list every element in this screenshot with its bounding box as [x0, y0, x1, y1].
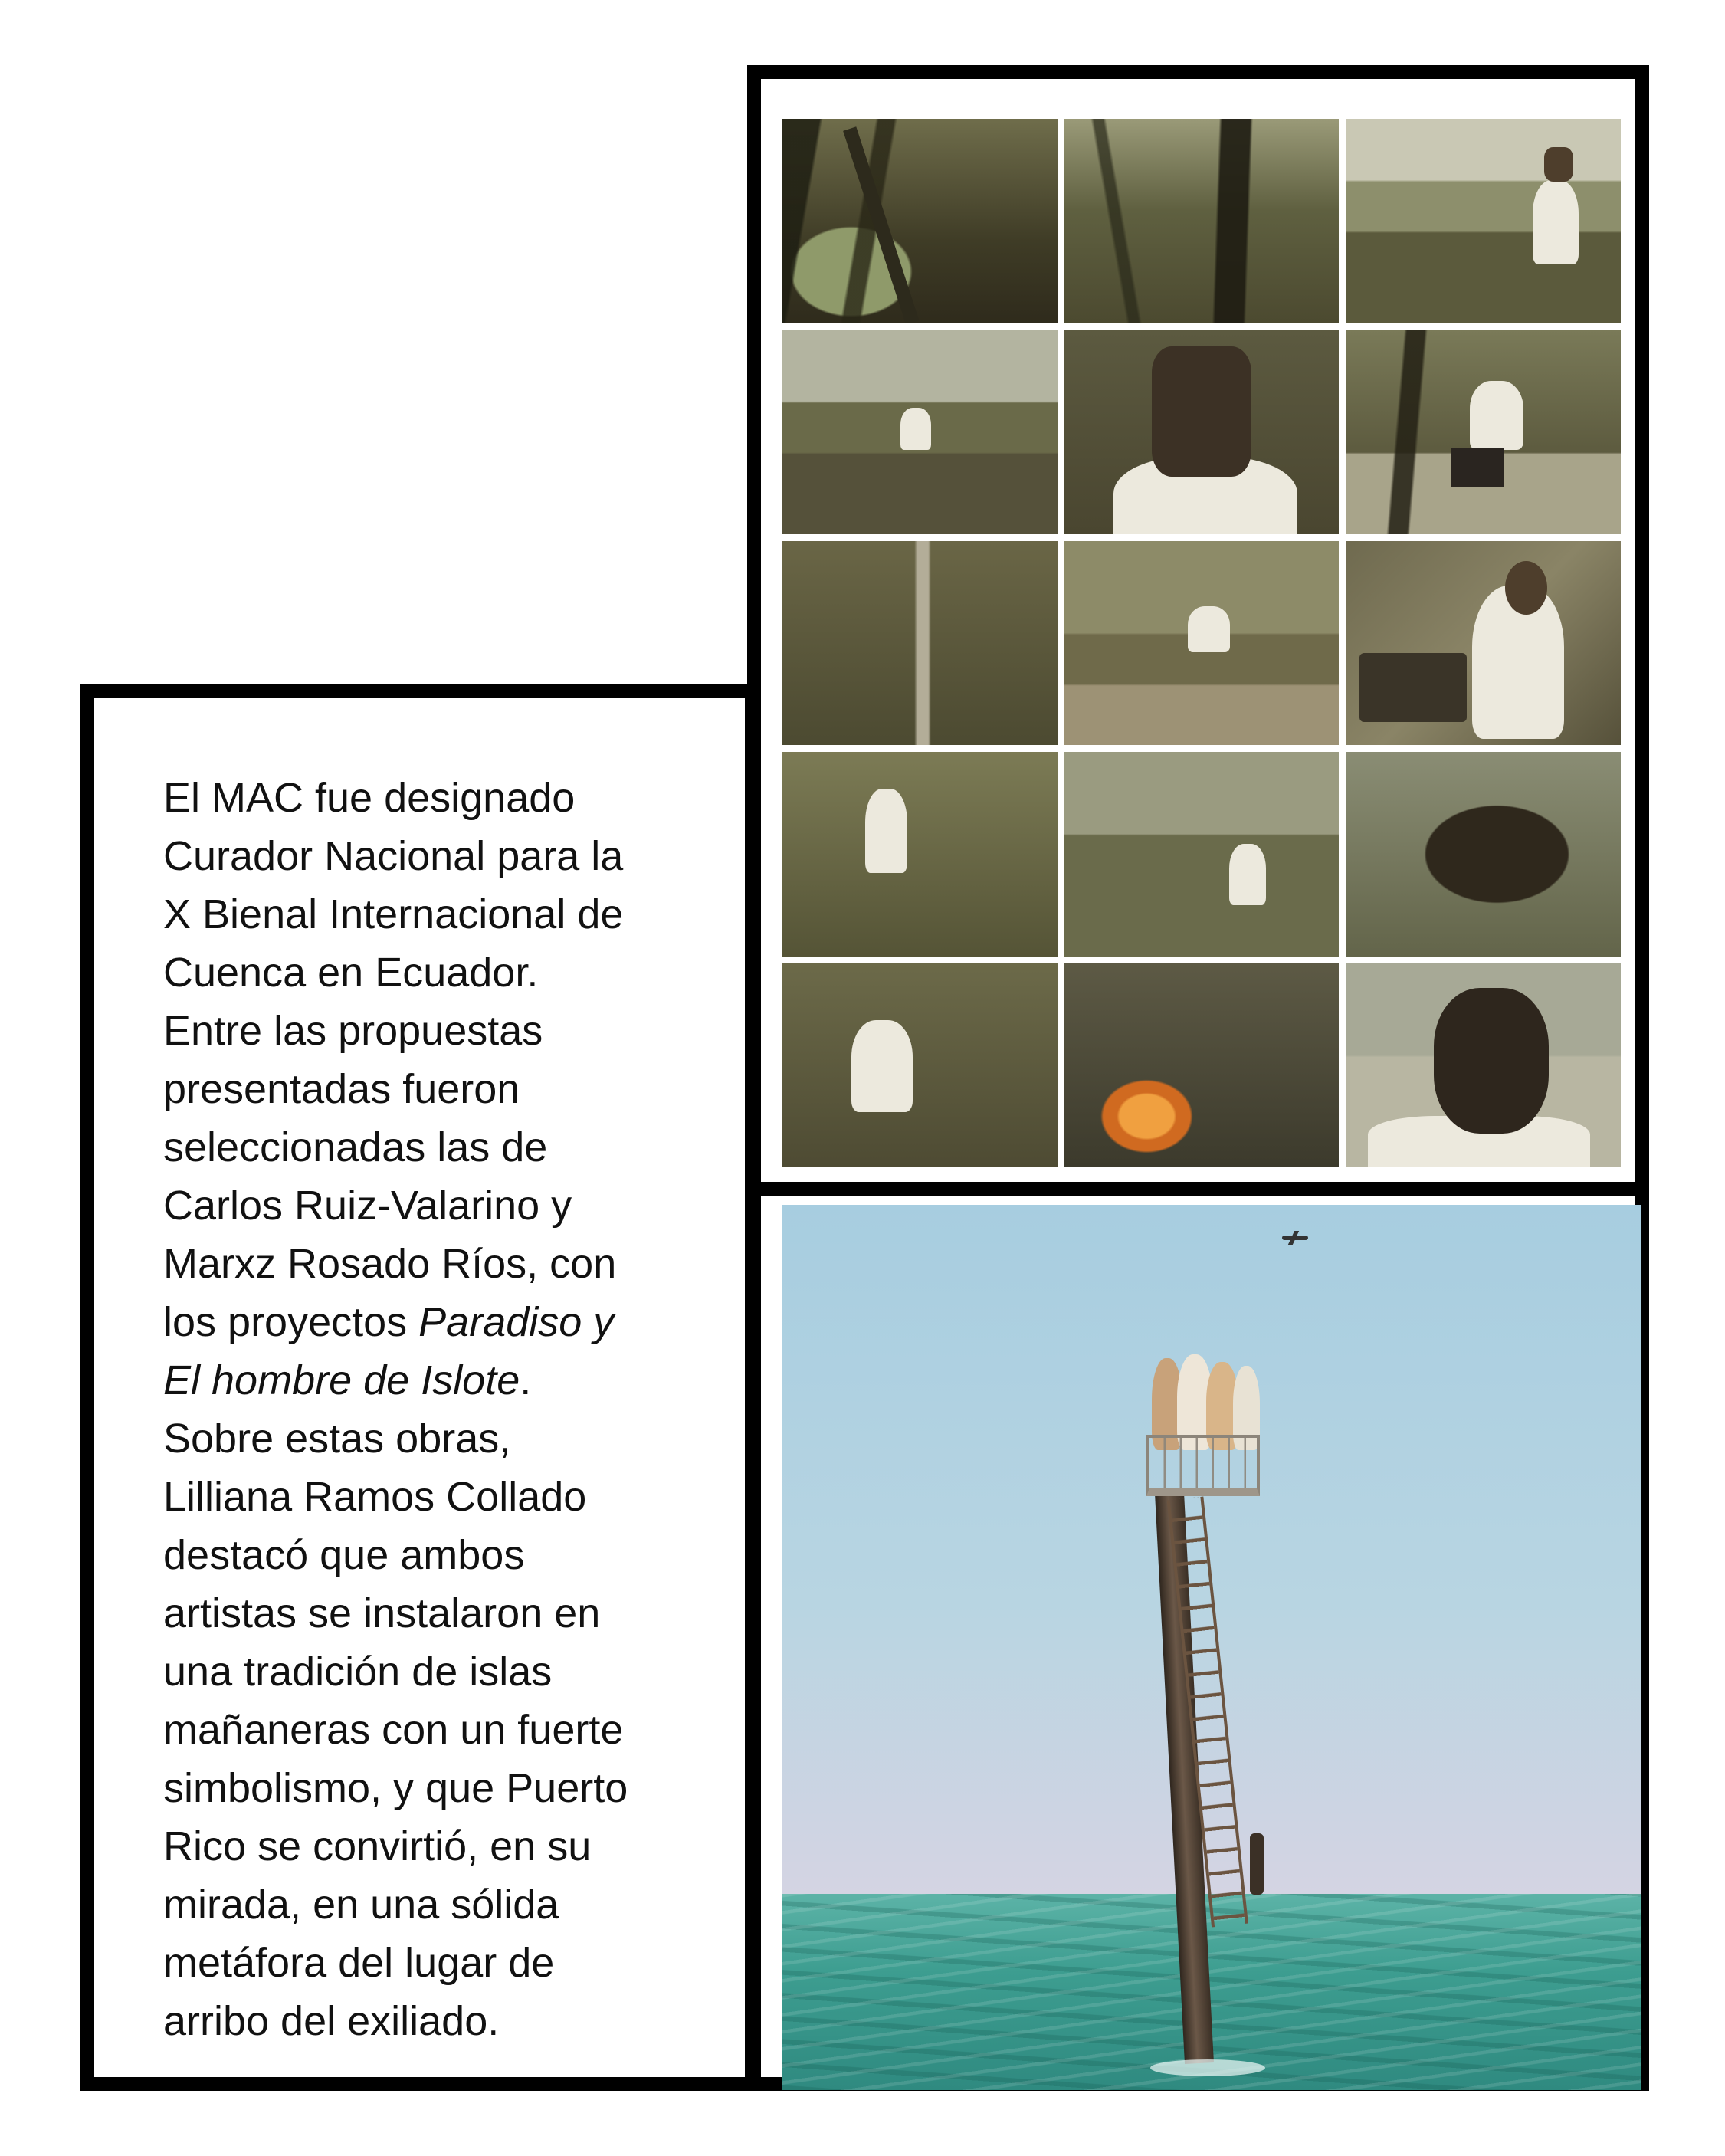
- text-line: Rico se convirtió, en su: [163, 1823, 592, 1869]
- text-line: artistas se instalaron en: [163, 1590, 601, 1636]
- sea-tower-photo: [782, 1205, 1641, 2090]
- text-line: Entre las propuestas: [163, 1008, 543, 1054]
- body-paragraph: [163, 769, 746, 2050]
- grid-photo-13: [782, 963, 1058, 1167]
- text-line: una tradición de islas: [163, 1649, 553, 1695]
- text-line-mixed: [163, 1293, 746, 1351]
- text-fragment: .: [520, 1357, 532, 1403]
- text-fragment: los proyectos: [163, 1299, 419, 1345]
- grid-photo-6: [1346, 330, 1621, 533]
- grid-photo-12: [1346, 752, 1621, 956]
- text-line: arribo del exiliado.: [163, 1998, 500, 2044]
- tower-platform: [1146, 1435, 1260, 1496]
- text-line: presentadas fueron: [163, 1066, 520, 1112]
- text-line: Sobre estas obras,: [163, 1416, 511, 1462]
- grid-photo-15: [1346, 963, 1621, 1167]
- sea-tower-photo-frame: [747, 1182, 1649, 2091]
- text-line: Lilliana Ramos Collado: [163, 1474, 587, 1520]
- photo-grid: [782, 119, 1621, 1167]
- text-line: simbolismo, y que Puerto: [163, 1765, 628, 1811]
- project-title-1: Paradiso y: [418, 1299, 615, 1345]
- grid-photo-4: [782, 330, 1058, 533]
- grid-photo-10: [782, 752, 1058, 956]
- photo-grid-frame: [747, 65, 1649, 1196]
- water-splash: [1150, 2059, 1265, 2076]
- text-line: Carlos Ruiz-Valarino y: [163, 1183, 572, 1229]
- grid-photo-5: [1064, 330, 1340, 533]
- airplane: [1282, 1236, 1308, 1240]
- grid-photo-11: [1064, 752, 1340, 956]
- grid-photo-14: [1064, 963, 1340, 1167]
- text-line: metáfora del lugar de: [163, 1940, 555, 1986]
- grid-photo-1: [782, 119, 1058, 323]
- text-line: El MAC fue designado: [163, 775, 576, 821]
- text-line: seleccionadas las de: [163, 1124, 548, 1170]
- text-line: X Bienal Internacional de: [163, 891, 624, 937]
- grid-photo-9: [1346, 541, 1621, 745]
- grid-photo-3: [1346, 119, 1621, 323]
- climbing-person: [1250, 1833, 1264, 1895]
- text-line: Marxz Rosado Ríos, con: [163, 1241, 617, 1287]
- grid-photo-7: [782, 541, 1058, 745]
- text-line: Cuenca en Ecuador.: [163, 950, 539, 996]
- text-line-mixed: [163, 1351, 746, 1409]
- text-line: mañaneras con un fuerte: [163, 1707, 624, 1753]
- text-line: Curador Nacional para la: [163, 833, 624, 879]
- grid-photo-8: [1064, 541, 1340, 745]
- text-line: destacó que ambos: [163, 1532, 525, 1578]
- text-line: mirada, en una sólida: [163, 1882, 559, 1928]
- project-title-2: El hombre de Islote: [163, 1357, 520, 1403]
- grid-photo-2: [1064, 119, 1340, 323]
- text-panel: [80, 684, 759, 2091]
